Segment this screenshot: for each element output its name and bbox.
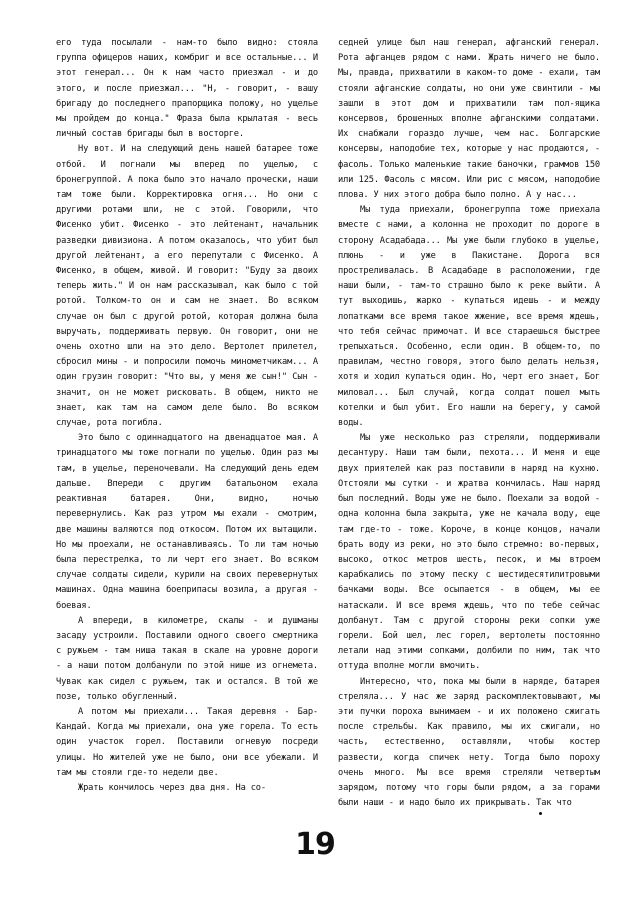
left-column (56, 36, 324, 796)
left-paragraph-2: Ну вот. И на следующий день нашей батарее тоже отбой. И погнали мы вперед по ущелью, с бронегруппой. А пока было это начало прочески, наши там тоже были. Корректировка огня... Но они с другими ротами шли, не с этой. Говорили, что Фисенко убит. Фисенко - это лейтенант, начальник разведки дивизиона. А потом оказалось, что убит был другой лейтенант, а его перепутали с Фисенко. А Фисенко, в общем, живой. И говорит: "Буду за двоих теперь жить." И он нам рассказывал, как было с той ротой. Толком-то он и сам не знает. Во всяком случае он был с другой ротой, которая должна была выручать, поддерживать первую. Он говорит, они не очень охотно шли на это дело. Вертолет прилетел, сбросил мины - и попросили помочь минометчикам... А один грузин говорит: "Что вы, у меня же сын!" Сын - значит, он не может рисковать. В общем, никто не знает, как там на самом деле было. Во всяком случае, рота погибла. (56, 144, 324, 429)
right-column (338, 36, 606, 811)
right-paragraph-4: Интересно, что, пока мы были в наряде, батарея стреляла... У нас же заряд раскомплектовывают, мы эти пучки пороха вынимаем - и их положено сжигать после стрельбы. Как правило, мы их сжигали, но часть, естественно, оставляли, чтобы костер развести, когда спичек нету. Тогда было пороху очень много. Мы все время стреляли четвертым зарядом, потому что горы были рядом, а за горами были наши - и надо было их прикрывать. Так что (338, 676, 606, 809)
left-paragraph-4: А впереди, в километре, скалы - и душманы засаду устроили. Поставили одного своего смертника с ружьем - там ниша такая в скале на уровне дороги - а наши потом долбанули по этой нише из огнемета. Чувак как сидел с ружьем, так и остался. В той же позе, только обугленный. (56, 615, 324, 702)
left-paragraph-5: А потом мы приехали... Такая деревня - Бар-Кандай. Когда мы приехали, она уже горела. То есть один участок горел. Поставили огневую посреди улицы. Но жителей уже не было, они все убежали. И там мы стояли где-то недели две. (56, 706, 324, 778)
left-paragraph-6: Жрать кончилось через два дня. На со- (78, 782, 266, 793)
right-paragraph-2: Мы туда приехали, бронегруппа тоже приехала вместе с нами, а колонна не проходит по дороге в сторону Асадабада... Мы уже были глубоко в ущелье, плюнь - и уже в Пакистане. Дорога вся простреливалась. В Асадабаде в расположении, где наши были, - там-то страшно было к реке выйти. А тут выходишь, жарко - купаться идешь - и между лопатками все время такое жжение, все время ждешь, что тебя сейчас примочат. И все стараешься быстрее трепыхаться. Особенно, если один. В общем-то, по правилам, честно говоря, этого было делать нельзя, хотя и ходил купаться один. Но, черт его знает, Бог миловал... Был случай, когда солдат пошел мыть котелки и был убит. Его нашли на берегу, у самой воды. (338, 205, 606, 429)
right-paragraph-3: Мы уже несколько раз стреляли, поддерживали десантуру. Наши там были, пехота... И меня и еще двух приятелей как раз поставили в наряд на кухню. Отстояли мы сутки - и жратва кончилась. Наш наряд был последний. Воды уже не было. Поехали за водой - одна колонна была закрыта, уже не качала воду, еще там где-то - тоже. Короче, в конце концов, начали брать воду из реки, но это было стремно: во-первых, высоко, откос метров шесть, песок, и мы втроем карабкались по этому песку с шестидесятилитровыми бачками воды. Все осыпается - в общем, мы ее натаскали. И все время ждешь, что по тебе сейчас долбанут. Там с другой стороны реки сопки уже горели. Бой шел, лес горел, вертолеты постоянно летали над этими сопками, долбили по ним, так что оттуда вполне могли вмочить. (338, 433, 606, 672)
ink-speck (539, 812, 542, 815)
left-paragraph-3: Это было с одиннадцатого на двенадцатое мая. А тринадцатого мы тоже погнали по ущелью. Один раз мы там, в ущелье, переночевали. На следующий день едем дальше. Впереди с другим батальоном ехала реактивная батарея. Они, видно, ночью перевернулись. Как раз утром мы ехали - смотрим, две машины валяются под откосом. Потом их вытащили. Но мы проехали, не останавливаясь. То ли там ночью была перестрелка, то ли черт его знает. Во всяком случае солдаты сидели, курили на своих перевернутых машинах. Одна машина боеприпасы возила, а другая - боевая. (56, 433, 324, 611)
right-paragraph-1: седней улице был наш генерал, афганский генерал. Рота афганцев рядом с нами. Жрать ничего не было. Мы, правда, прихватили в каком-то доме - ехали, там стояли афганские солдаты, но они уже свинтили - мы зашли в этот дом и прихватили там пол-ящика консервов, брошенных вполне афганскими солдатами. Их снабжали гораздо лучше, чем нас. Болгарские консервы, наподобие тех, которые у нас продаются, - фасоль. Только маленькие такие баночки, граммов 150 или 125. Фасоль с мясом. Или рис с мясом, наподобие плова. У них этого добра было полно. А у нас... (338, 38, 606, 201)
left-paragraph-1: его туда посылали - нам-то было видно: стояла группа офицеров наших, комбриг и все остальные... И этот генерал... Он к нам часто приезжал - и до этого, и после приезжал... "Н, - говорит, - вашу бригаду до последнего прапорщика положу, но ущелье мы пройдем до конца." Фраза была крылатая - весь личный состав бригады был в восторге. (56, 38, 324, 140)
page-number: 19 (295, 827, 335, 862)
